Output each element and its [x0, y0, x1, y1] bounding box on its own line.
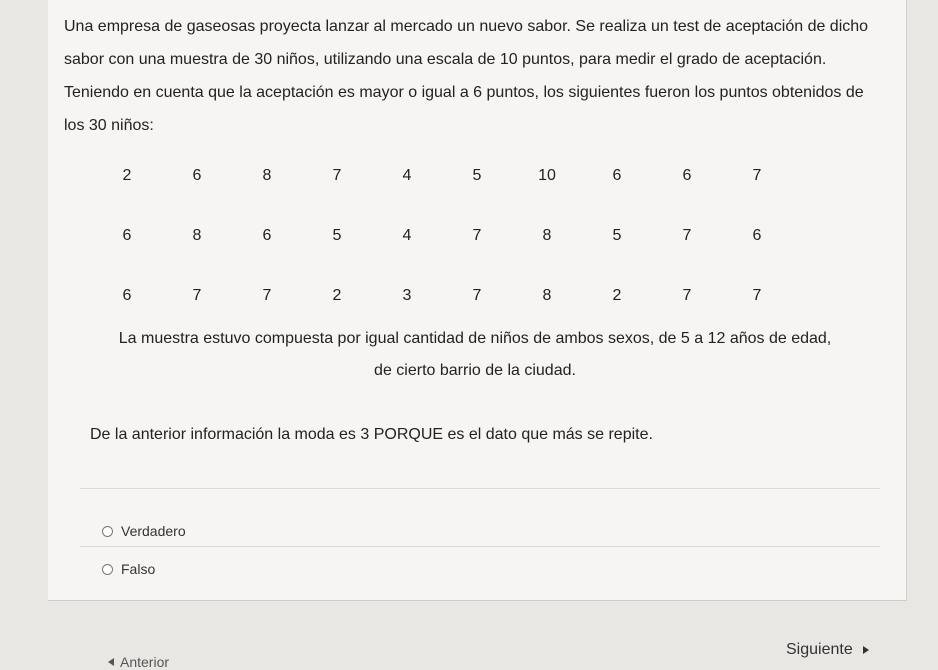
- score-value: 7: [682, 227, 692, 244]
- option-falso[interactable]: [102, 561, 155, 577]
- question-statement: De la anterior información la moda es 3 PORQUE es el dato que más se repite.: [90, 426, 653, 443]
- score-value: 5: [472, 167, 482, 184]
- score-value: 7: [332, 167, 342, 184]
- score-value: 6: [122, 227, 132, 244]
- score-value: 8: [262, 167, 272, 184]
- next-label: Siguiente: [786, 641, 853, 658]
- score-value: 5: [612, 227, 622, 244]
- score-value: 7: [682, 287, 692, 304]
- divider: [80, 546, 880, 547]
- score-value: 7: [262, 287, 272, 304]
- score-value: 2: [122, 167, 132, 184]
- score-value: 7: [192, 287, 202, 304]
- score-value: 8: [542, 227, 552, 244]
- arrow-left-icon: [108, 658, 114, 666]
- radio-verdadero[interactable]: [102, 526, 113, 537]
- sample-note-line-1: La muestra estuvo compuesta por igual cantidad de niños de ambos sexos, de 5 a 12 años de edad,: [118, 330, 832, 347]
- score-value: 10: [538, 167, 556, 184]
- score-value: 6: [612, 167, 622, 184]
- score-value: 5: [332, 227, 342, 244]
- score-value: 7: [472, 287, 482, 304]
- score-value: 2: [612, 287, 622, 304]
- previous-label: Anterior: [120, 654, 170, 670]
- arrow-right-icon: [863, 646, 869, 654]
- score-value: 4: [402, 167, 412, 184]
- score-value: 7: [472, 227, 482, 244]
- score-value: 6: [122, 287, 132, 304]
- score-value: 4: [402, 227, 412, 244]
- divider: [80, 488, 880, 489]
- score-value: 6: [752, 227, 762, 244]
- score-value: 8: [542, 287, 552, 304]
- next-button[interactable]: [786, 641, 869, 659]
- option-label: Verdadero: [121, 523, 186, 539]
- sample-note-line-2: de cierto barrio de la ciudad.: [374, 362, 576, 379]
- option-verdadero[interactable]: [102, 523, 186, 539]
- score-value: 2: [332, 287, 342, 304]
- scores-grid: [92, 146, 812, 326]
- previous-button[interactable]: [108, 654, 169, 670]
- score-value: 3: [402, 287, 412, 304]
- option-label: Falso: [121, 561, 156, 577]
- question-intro: Una empresa de gaseosas proyecta lanzar al mercado un nuevo sabor. Se realiza un test de aceptación de dicho sabor con una muestra de 30 niños, utilizando una escala de 10 puntos, para medir el grado de aceptación. Teniendo en cuenta que la aceptación es mayor o igual a 6 puntos, los siguientes fueron los puntos obtenidos de los 30 niños:: [64, 18, 869, 134]
- score-value: 7: [752, 287, 762, 304]
- score-value: 6: [192, 167, 202, 184]
- score-value: 7: [752, 167, 762, 184]
- score-value: 6: [262, 227, 272, 244]
- score-value: 6: [682, 167, 692, 184]
- sample-note: [70, 323, 880, 387]
- radio-falso[interactable]: [102, 564, 113, 575]
- score-value: 8: [192, 227, 202, 244]
